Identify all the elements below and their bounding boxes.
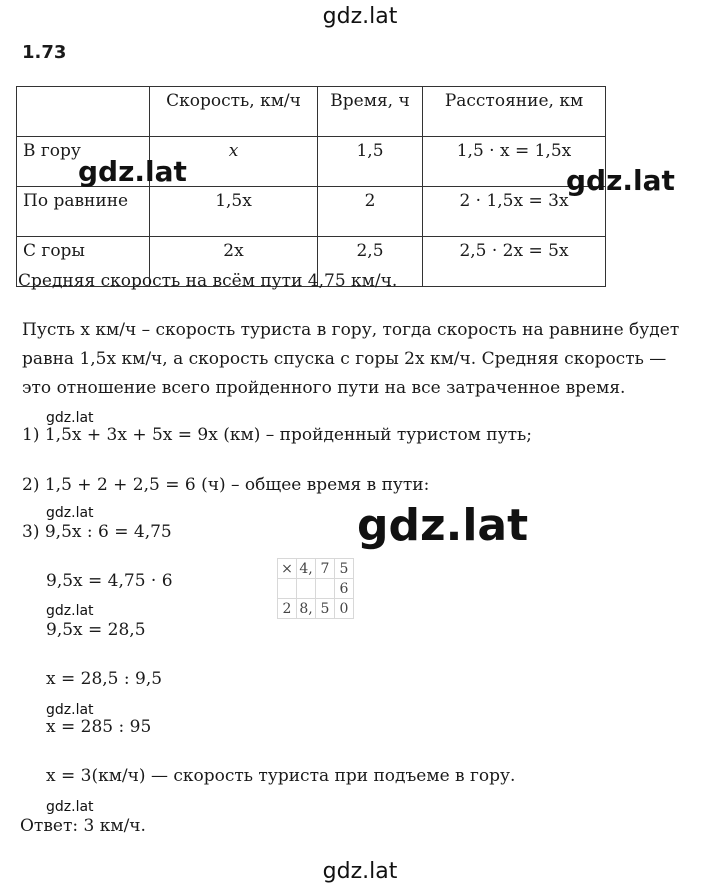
average-speed-line: Средняя скорость на всём пути 4,75 км/ч. bbox=[18, 271, 398, 291]
multiplication-digit: 6 bbox=[335, 579, 354, 599]
table-cell: 2 · 1,5x = 3x bbox=[423, 187, 606, 237]
multiplication-digit bbox=[297, 579, 316, 599]
step-5: 9,5x = 28,5 bbox=[46, 620, 146, 640]
table-cell: 2x bbox=[150, 237, 318, 287]
step-8: x = 3(км/ч) — скорость туриста при подъеме в гору. bbox=[46, 766, 516, 786]
step-2: 2) 1,5 + 2 + 2,5 = 6 (ч) – общее время в пути: bbox=[22, 475, 430, 495]
table-header-cell bbox=[17, 87, 150, 137]
paragraph-line: это отношение всего пройденного пути на все затраченное время. bbox=[22, 378, 626, 398]
watermark-large: gdz.lat bbox=[357, 500, 529, 551]
multiplication-digit: 2 bbox=[278, 599, 297, 619]
multiplication-digit: 5 bbox=[316, 599, 335, 619]
multiplication-digit: 0 bbox=[335, 599, 354, 619]
table-cell: По равнине bbox=[17, 187, 150, 237]
multiplication-digit: 8, bbox=[297, 599, 316, 619]
paragraph-line: Пусть x км/ч – скорость туриста в гору, тогда скорость на равнине будет bbox=[22, 320, 680, 340]
multiplication-row bbox=[278, 579, 354, 599]
table-header-cell: Время, ч bbox=[318, 87, 423, 137]
table-cell: 1,5 · x = 1,5x bbox=[423, 137, 606, 187]
watermark-small: gdz.lat bbox=[46, 410, 94, 426]
table-cell: 2,5 bbox=[318, 237, 423, 287]
table-cell: 2,5 · 2x = 5x bbox=[423, 237, 606, 287]
table-cell: В гору bbox=[17, 137, 150, 187]
table-header-row bbox=[17, 87, 606, 137]
multiplication-row bbox=[278, 559, 354, 579]
multiplication-digit: 4, bbox=[297, 559, 316, 579]
watermark-small: gdz.lat bbox=[46, 603, 94, 619]
table-row bbox=[17, 187, 606, 237]
watermark-small: gdz.lat bbox=[46, 505, 94, 521]
multiplication-column bbox=[277, 558, 354, 619]
multiplication-digit bbox=[278, 579, 297, 599]
step-6: x = 28,5 : 9,5 bbox=[46, 669, 163, 689]
multiplication-digit bbox=[316, 579, 335, 599]
watermark-top: gdz.lat bbox=[322, 4, 398, 29]
multiplication-digit: 7 bbox=[316, 559, 335, 579]
step-1: 1) 1,5x + 3x + 5x = 9x (км) – пройденный туристом путь; bbox=[22, 425, 533, 445]
table-header-cell: Расстояние, км bbox=[423, 87, 606, 137]
watermark-table-left: gdz.lat bbox=[78, 155, 187, 188]
step-7: x = 285 : 95 bbox=[46, 717, 152, 737]
table-cell: 1,5x bbox=[150, 187, 318, 237]
multiplication-row bbox=[278, 599, 354, 619]
step-4: 9,5x = 4,75 · 6 bbox=[46, 571, 173, 591]
table-cell: 1,5 bbox=[318, 137, 423, 187]
paragraph-line: равна 1,5x км/ч, а скорость спуска с горы 2x км/ч. Средняя скорость — bbox=[22, 349, 667, 369]
answer: Ответ: 3 км/ч. bbox=[20, 816, 146, 836]
watermark-small: gdz.lat bbox=[46, 799, 94, 815]
multiplication-sign: × bbox=[278, 559, 297, 579]
table-header-cell: Скорость, км/ч bbox=[150, 87, 318, 137]
table-cell: 2 bbox=[318, 187, 423, 237]
watermark-bottom: gdz.lat bbox=[322, 859, 398, 884]
table-cell: С горы bbox=[17, 237, 150, 287]
step-3: 3) 9,5x : 6 = 4,75 bbox=[22, 522, 172, 542]
watermark-small: gdz.lat bbox=[46, 702, 94, 718]
multiplication-digit: 5 bbox=[335, 559, 354, 579]
table-cell: x bbox=[150, 137, 318, 187]
watermark-table-right: gdz.lat bbox=[566, 164, 675, 197]
problem-number: 1.73 bbox=[22, 42, 67, 63]
